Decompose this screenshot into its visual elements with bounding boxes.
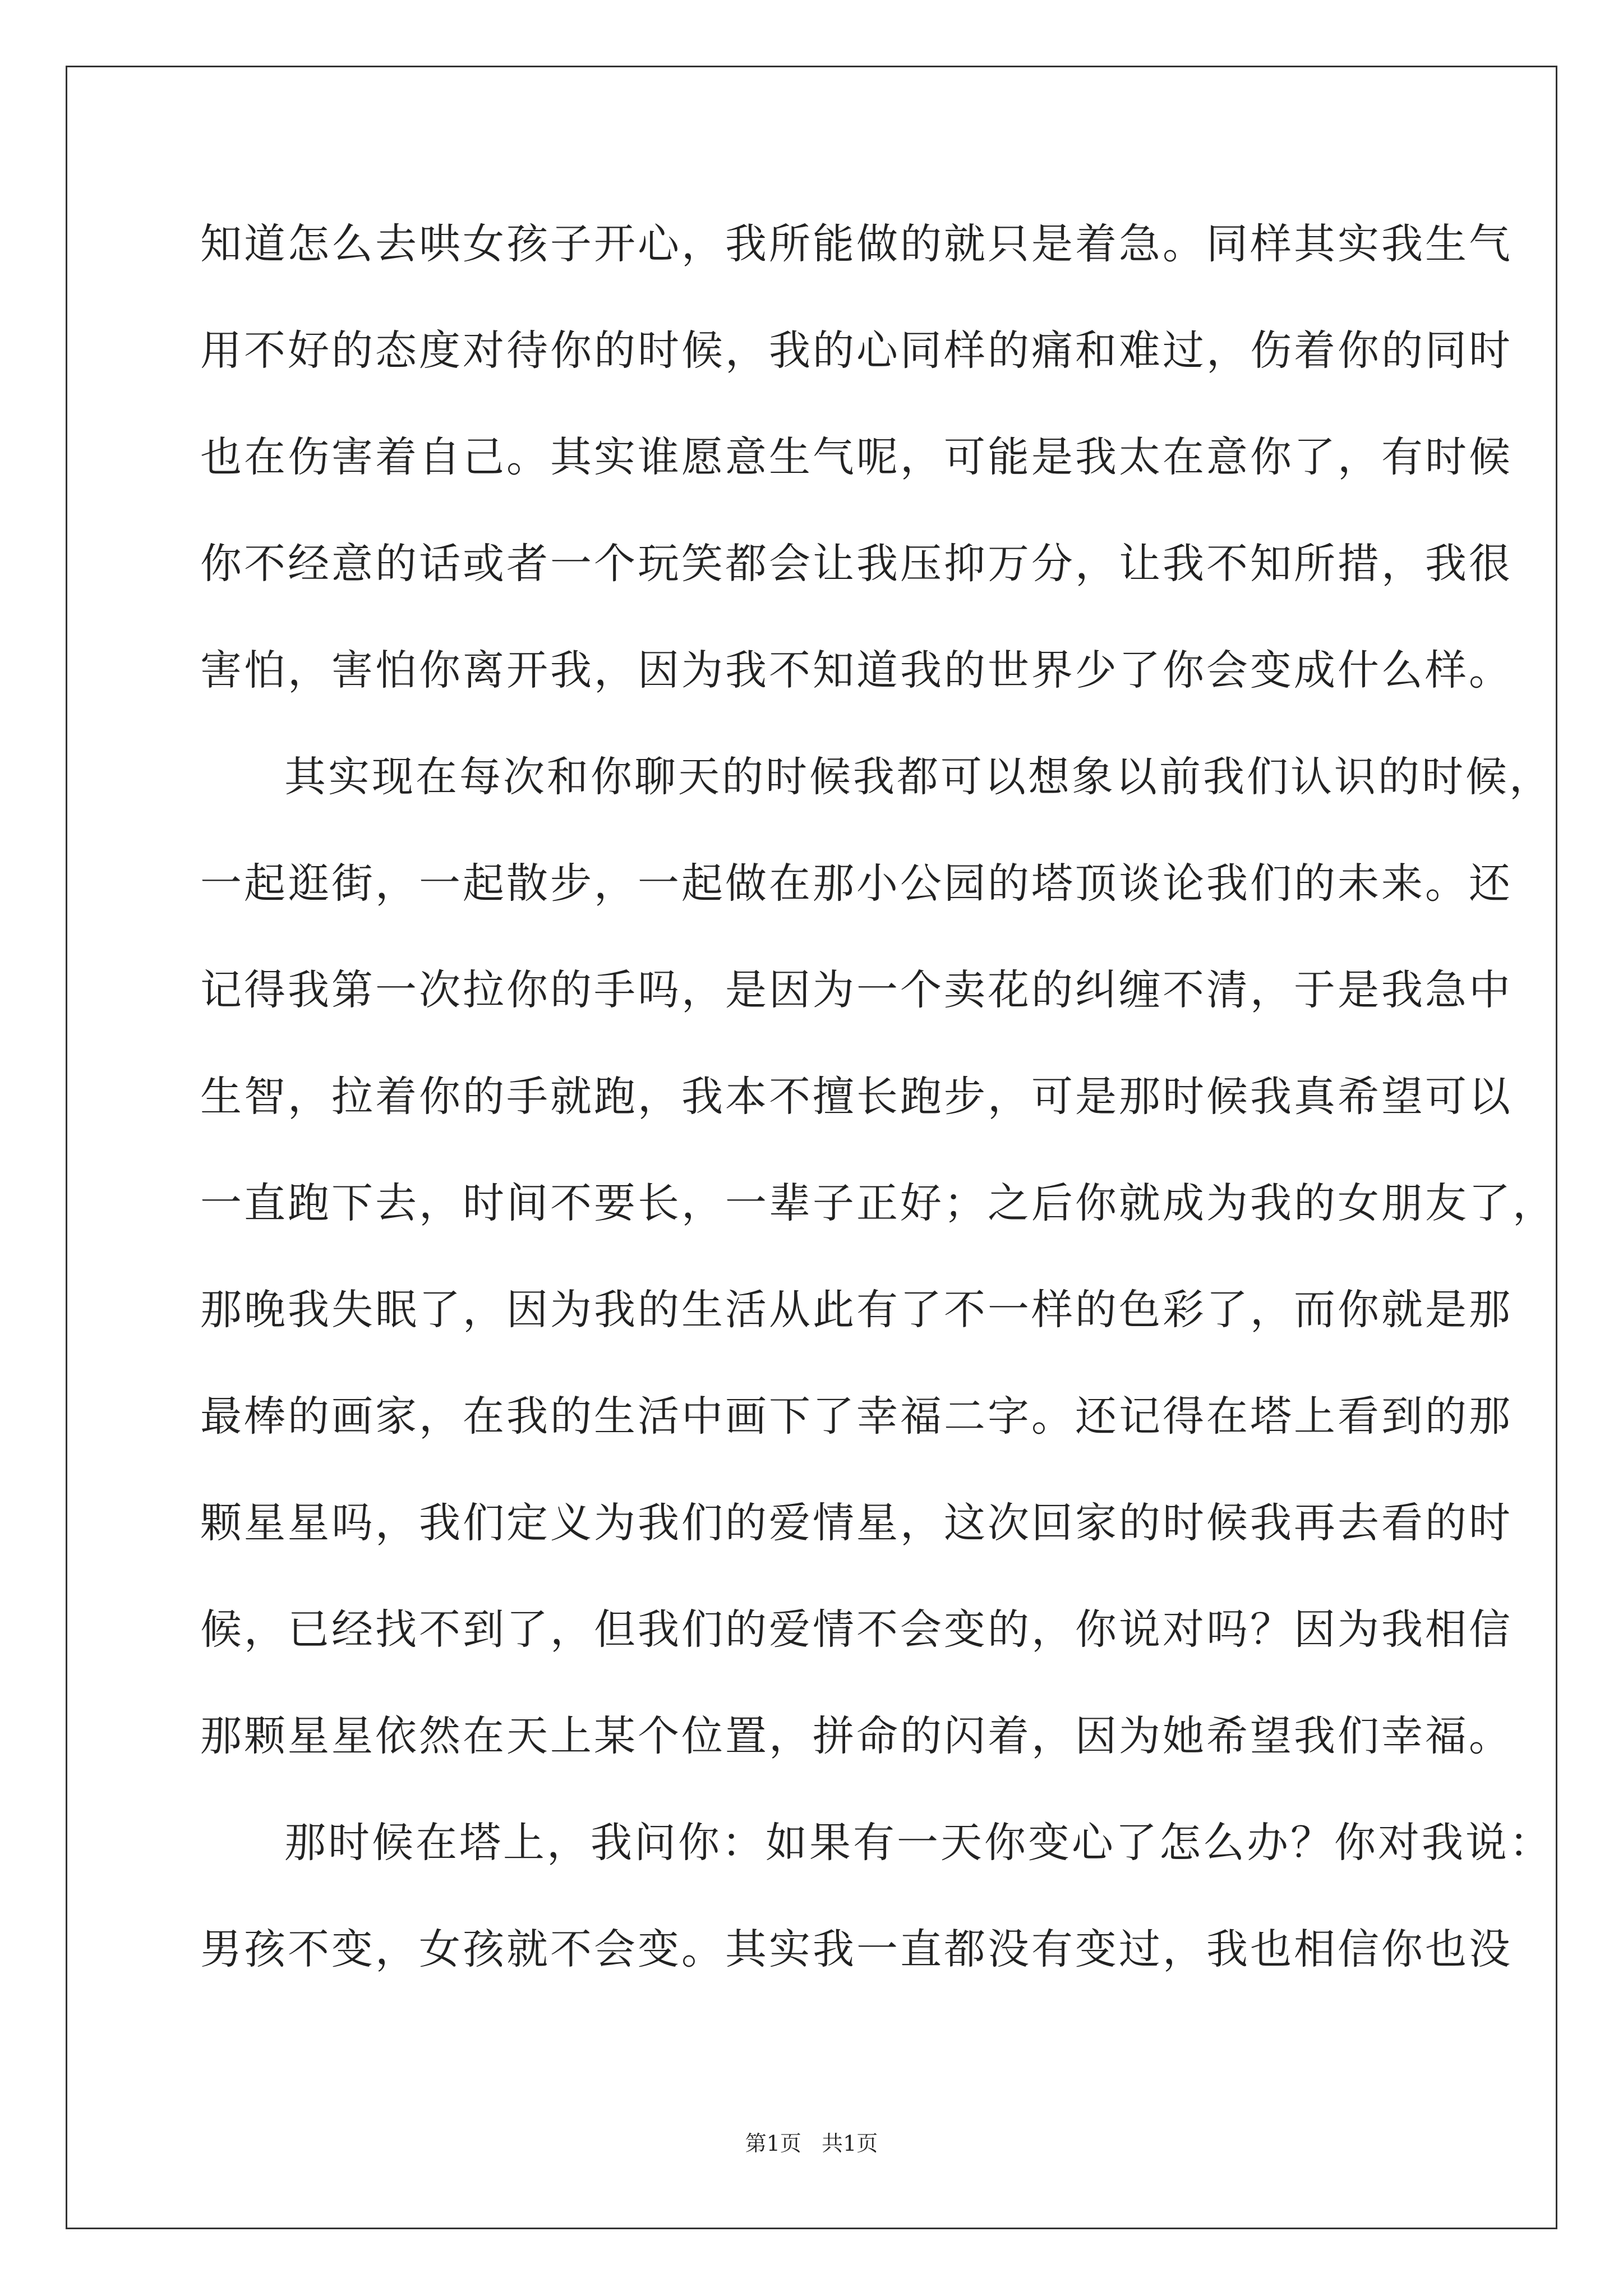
page-footer: 第1页 共1页 bbox=[745, 2131, 878, 2156]
text-line: 最棒的画家，在我的生活中画下了幸福二字。还记得在塔上看到的那 bbox=[200, 1392, 1513, 1441]
text-line: 一直跑下去，时间不要长，一辈子正好；之后你就成为我的女朋友了， bbox=[200, 1179, 1556, 1227]
text-line: 颗星星吗，我们定义为我们的爱情星，这次回家的时候我再去看的时 bbox=[200, 1499, 1513, 1547]
text-line: 候，已经找不到了，但我们的爱情不会变的，你说对吗？因为我相信 bbox=[200, 1605, 1513, 1654]
paragraph-start-line: 其实现在每次和你聊天的时候我都可以想象以前我们认识的时候， bbox=[284, 753, 1553, 801]
body-text bbox=[200, 213, 1556, 2025]
text-line: 那晚我失眠了，因为我的生活从此有了不一样的色彩了，而你就是那 bbox=[200, 1286, 1513, 1334]
text-line: 男孩不变，女孩就不会变。其实我一直都没有变过，我也相信你也没 bbox=[200, 1925, 1513, 1973]
text-line: 你不经意的话或者一个玩笑都会让我压抑万分，让我不知所措，我很 bbox=[200, 540, 1513, 588]
text-line: 知道怎么去哄女孩子开心，我所能做的就只是着急。同样其实我生气 bbox=[200, 220, 1513, 268]
text-line: 记得我第一次拉你的手吗，是因为一个卖花的纠缠不清，于是我急中 bbox=[200, 966, 1513, 1014]
paragraph-start-line: 那时候在塔上，我问你：如果有一天你变心了怎么办？你对我说： bbox=[284, 1819, 1553, 1867]
text-line: 也在伤害着自己。其实谁愿意生气呢，可能是我太在意你了，有时候 bbox=[200, 433, 1513, 481]
text-line: 用不好的态度对待你的时候，我的心同样的痛和难过，伤着你的同时 bbox=[200, 326, 1513, 375]
text-line: 一起逛街，一起散步，一起做在那小公园的塔顶谈论我们的未来。还 bbox=[200, 859, 1513, 908]
text-line: 害怕，害怕你离开我，因为我不知道我的世界少了你会变成什么样。 bbox=[200, 646, 1513, 694]
text-line: 生智，拉着你的手就跑，我本不擅长跑步，可是那时候我真希望可以 bbox=[200, 1073, 1513, 1121]
text-line: 那颗星星依然在天上某个位置，拼命的闪着，因为她希望我们幸福。 bbox=[200, 1712, 1513, 1760]
